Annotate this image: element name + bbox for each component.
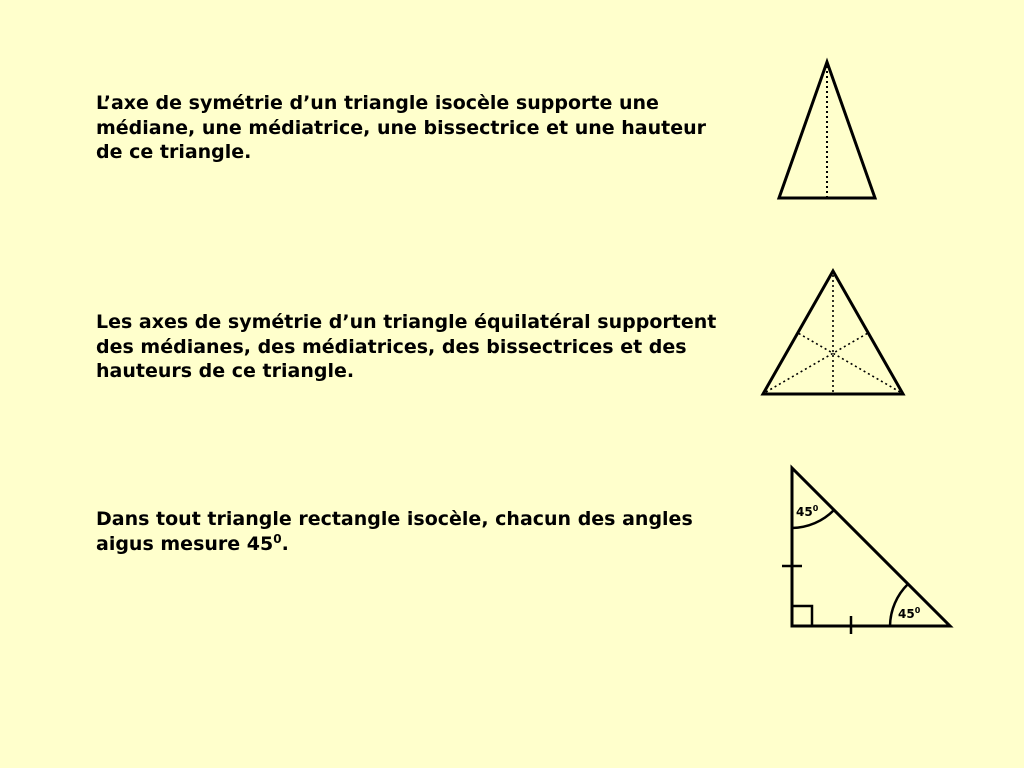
statement-right-isosceles-end: .: [281, 532, 289, 555]
angle-degree-top: 0: [812, 504, 819, 513]
statement-degree-sup: 0: [273, 531, 282, 546]
right-angle-marker: [792, 606, 812, 626]
statement-equilateral-text: Les axes de symétrie d’un triangle équilatéral supportent des médianes, des médiatrices, des bissectrices et des hauteurs de ce triangle.: [96, 311, 717, 382]
isosceles-triangle-figure: [779, 62, 875, 198]
angle-value-top: 45: [796, 505, 813, 519]
angle-label-top: [796, 504, 819, 519]
equilateral-triangle-figure: [763, 271, 903, 394]
statement-right-isosceles-text: Dans tout triangle rectangle isocèle, chacun des angles aigus mesure 45: [96, 508, 693, 555]
angle-label-bottom: [898, 606, 921, 621]
angle-value-bottom: 45: [898, 607, 915, 621]
angle-degree-bottom: 0: [914, 606, 921, 615]
right-isosceles-triangle-figure: [782, 468, 950, 634]
statement-isosceles-text: L’axe de symétrie d’un triangle isocèle supporte une médiane, une médiatrice, une bissectrice et une hauteur de ce triangle.: [96, 92, 707, 163]
right-isosceles-triangle-outline: [792, 468, 950, 626]
